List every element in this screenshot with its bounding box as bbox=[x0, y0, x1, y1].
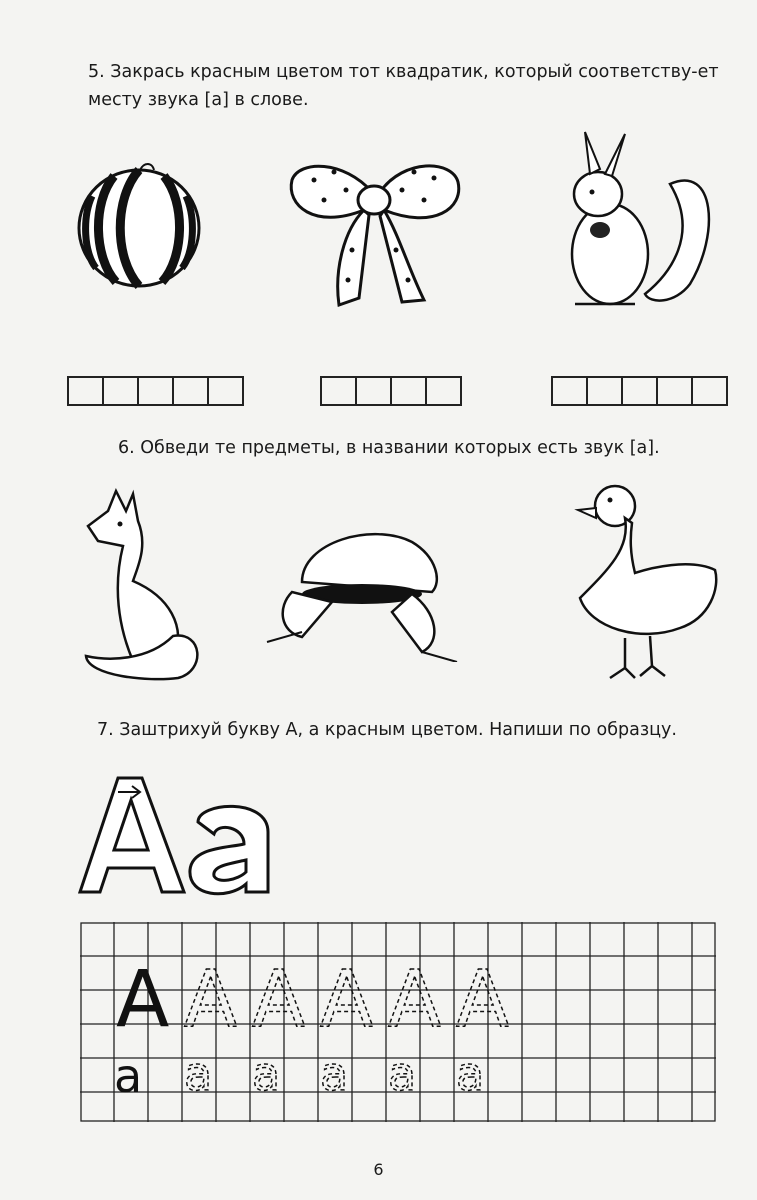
task-6-instruction: 6. Обведи те предметы, в названии которых есть звук [а]. bbox=[118, 438, 660, 458]
trace-lowercase-a-2[interactable]: a bbox=[252, 1047, 281, 1101]
hare-squirrel-picture bbox=[550, 124, 720, 318]
goose-picture bbox=[570, 478, 720, 688]
sound-scheme-boxes-3[interactable] bbox=[551, 376, 728, 406]
sample-uppercase-a: A bbox=[116, 955, 170, 1045]
bow-picture bbox=[284, 150, 464, 312]
trace-uppercase-a-5[interactable]: A bbox=[456, 955, 510, 1045]
trace-lowercase-a-4[interactable]: a bbox=[388, 1047, 417, 1101]
fox-picture bbox=[78, 486, 208, 682]
trace-lowercase-a-3[interactable]: a bbox=[320, 1047, 349, 1101]
trace-lowercase-a-5[interactable]: a bbox=[456, 1047, 485, 1101]
outlined-letters-aa[interactable] bbox=[78, 772, 278, 900]
sample-lowercase-a: a bbox=[114, 1049, 143, 1103]
ushanka-hat-picture bbox=[262, 522, 462, 662]
trace-uppercase-a-1[interactable]: A bbox=[184, 955, 238, 1045]
trace-uppercase-a-4[interactable]: A bbox=[388, 955, 442, 1045]
sound-scheme-boxes-1[interactable] bbox=[67, 376, 244, 406]
sound-scheme-boxes-2[interactable] bbox=[320, 376, 462, 406]
big-letters-text: Aa bbox=[78, 772, 80, 773]
task-5-instruction: 5. Закрась красным цветом тот квадратик, который соответству-ет месту звука [а] в слове. bbox=[88, 62, 719, 110]
copybook-grid[interactable] bbox=[80, 922, 716, 1122]
trace-uppercase-a-2[interactable]: A bbox=[252, 955, 306, 1045]
trace-lowercase-a-1[interactable]: a bbox=[184, 1047, 213, 1101]
watermelon-picture bbox=[74, 158, 204, 290]
task-7-instruction: 7. Заштрихуй букву А, а красным цветом. Напиши по образцу. bbox=[97, 720, 677, 740]
page-number: 6 bbox=[373, 1160, 384, 1179]
trace-uppercase-a-3[interactable]: A bbox=[320, 955, 374, 1045]
